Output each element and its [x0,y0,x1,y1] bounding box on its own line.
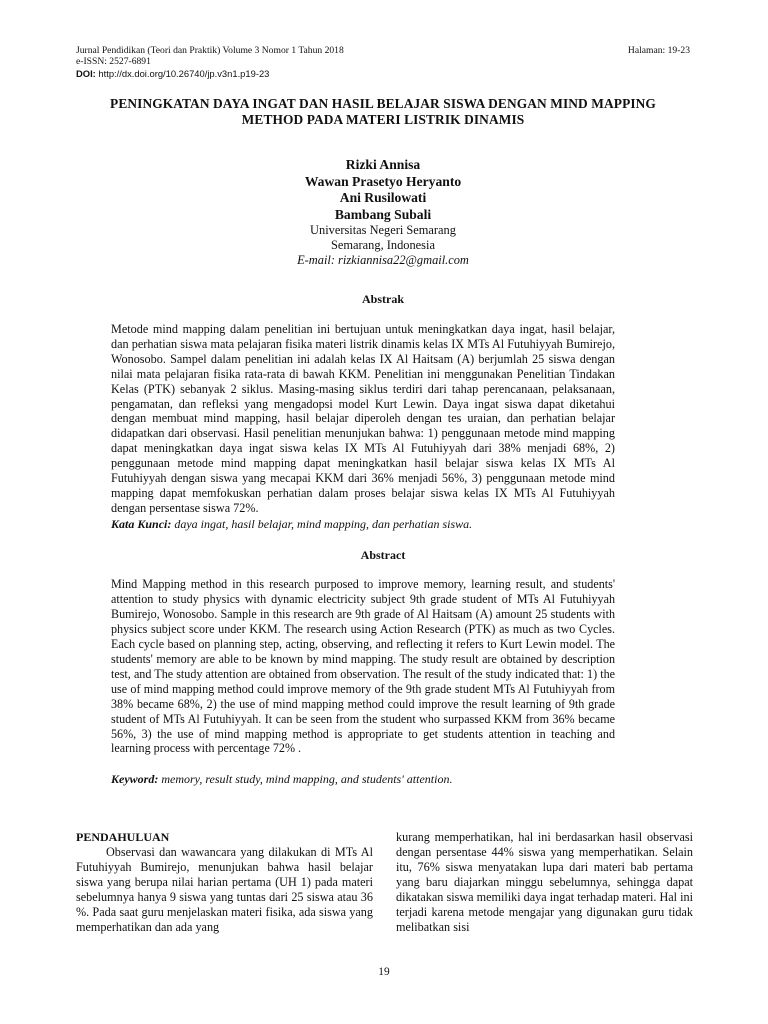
abstract-heading: Abstract [360,548,406,562]
paper-title [76,96,690,128]
body-column-left [76,830,373,935]
body-paragraph-right: kurang memperhatikan, hal ini berdasarkan hasil observasi dengan persentase 44% siswa yang memperhatikan. Selain itu, 76% siswa menyatakan lupa dari materi bab pertama yang baru diajarkan minggu sebelumnya, sehingga dapat dikatakan siswa memiliki daya ingat terhadap materi. Hal ini terjadi karena metode mengajar yang digunakan guru tidak melibatkan sisi [396,830,693,934]
author-3: Ani Rusilowati [339,190,427,206]
abstract-text: Mind Mapping method in this research purposed to improve memory, learning result, and students' attention to study physics with dynamic electricity subject 9th grade student of MTs Al Futuhiyyah Bumirejo, Wonosobo. Sample in this research are 9th grade of Al Haitsam (A) amount 25 students with physics subject score under KKM. The research using Action Research (PTK) as much as two Cycles. Each cycle based on planning step, acting, observing, and reflecting it refers to Kurt Lewin model. The students' memory are able to be known by mind mapping. The study result are obtained by description test, and The study attention are obtained from observation. The result of the study indicated that: 1) the use of mind mapping method could improve memory of the 9th grade student MTs Al Futuhiyyah from 38% became 68%, 2) the use of mind mapping method could improve the result learning of 9th grade student of MTs Al Futuhiyyah. It can be seen from the student who surpassed KKM from 36% became 56%, 3) the use of mind mapping method is appropriate to get students attention in teaching and learning process with percentage 72% . [111,577,615,756]
doi-label: DOI: [76,67,96,79]
journal-header [76,45,690,79]
kata-kunci-text: daya ingat, hasil belajar, mind mapping, dan perhatian siswa. [174,517,473,531]
page-range: Halaman: 19-23 [627,45,690,56]
doi-line [76,68,690,79]
abstrak-text: Metode mind mapping dalam penelitian ini bertujuan untuk meningkatkan daya ingat, hasil belajar, dan perhatian siswa mata pelajaran fisika materi listrik dinamis kelas IX MTs Al Futuhiyyah Bumirejo, Wonosobo. Sampel dalam penelitian ini adalah kelas IX Al Haitsam (A) berjumlah 25 siswa dengan nilai mata pelajaran fisika rata-rata di bawah KKM. Penelitian ini menggunakan Penelitian Tindakan Kelas (PTK) sebanyak 2 siklus. Masing-masing siklus terdiri dari tahap perencanaan, pelaksanaan, pengamatan, dan refleksi yang mengadopsi model Kurt Lewin. Daya ingat siswa dapat diketahui dengan membuat mind mapping, hasil belajar diperoleh dengan tes uraian, dan perhatian belajar didapatkan dari observasi. Hasil penelitian menunjukan bahwa: 1) penggunaan metode mind mapping dapat meningkatkan daya ingat siswa kelas IX MTs Al Futuhiyyah dari 38% menjadi 68%, 2) penggunaan metode mind mapping dapat meningkatkan hasil belajar siswa kelas IX MTs Al Futuhiyyah dengan siswa yang mecapai KKM dari 36% menjadi 56%, 3) penggunaan metode mind mapping dapat memfokuskan perhatian dalam proses belajar siswa kelas IX MTs Al Futuhiyyah dengan persentase siswa 72%. [111,322,615,515]
keyword-text: memory, result study, mind mapping, and students' attention. [161,772,453,786]
author-block [76,157,690,268]
section-heading-pendahuluan: PENDAHULUAN [76,830,170,844]
affiliation-university: Universitas Negeri Semarang [310,223,456,238]
body-paragraph-left: Observasi dan wawancara yang dilakukan di MTs Al Futuhiyyah Bumirejo, menunjukan bahwa hasil belajar siswa yang berupa nilai harian pertama (UH 1) pada materi sebelumnya hanya 9 siswa yang tuntas dari 25 siswa atau 36 %. Pada saat guru menjelaskan materi fisika, ada siswa yang memperhatikan dan ada yang [76,845,373,934]
author-email[interactable]: E-mail: rizkiannisa22@gmail.com [297,253,469,268]
doi-link[interactable]: http://dx.doi.org/10.26740/jp.v3n1.p19-23 [98,67,270,79]
kata-kunci [111,517,631,532]
title-line-1: PENINGKATAN DAYA INGAT DAN HASIL BELAJAR SISWA DENGAN MIND MAPPING [110,96,656,111]
body-column-right [396,830,693,935]
kata-kunci-label: Kata Kunci: [111,517,172,531]
title-line-2: METHOD PADA MATERI LISTRIK DINAMIS [241,112,525,127]
author-2: Wawan Prasetyo Heryanto [304,173,462,189]
keyword-line [111,772,631,787]
affiliation-location: Semarang, Indonesia [331,238,435,253]
keyword-label: Keyword: [111,772,159,786]
page-number: 19 [378,966,390,978]
abstrak-heading: Abstrak [361,292,404,306]
author-4: Bambang Subali [334,206,432,222]
journal-name: Jurnal Pendidikan (Teori dan Praktik) Volume 3 Nomor 1 Tahun 2018 [76,45,344,56]
author-1: Rizki Annisa [345,157,421,172]
issn: e-ISSN: 2527-6891 [76,56,151,68]
